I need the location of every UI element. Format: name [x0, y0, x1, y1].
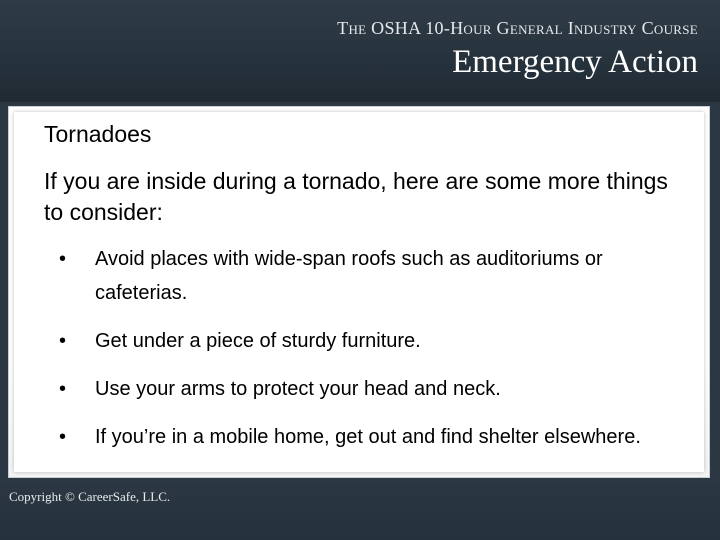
intro-text: If you are inside during a tornado, here are some more things to consider: [44, 168, 668, 225]
bullet-text: Get under a piece of sturdy furniture. [95, 330, 421, 352]
slide-footer [0, 478, 720, 540]
bullet-item [0, 324, 720, 358]
bullet-item [0, 372, 720, 406]
bullet-marker: • [59, 378, 67, 400]
bullet-marker: • [59, 248, 67, 270]
bullet-text: If you’re in a mobile home, get out and find shelter elsewhere. [95, 426, 641, 448]
bullet-text: Use your arms to protect your head and neck. [95, 378, 501, 400]
course-title: The OSHA 10-Hour General Industry Course [337, 18, 698, 38]
bullet-text: Avoid places with wide-span roofs such as auditoriums or cafeterias. [95, 248, 603, 304]
bullet-marker: • [59, 330, 67, 352]
slide-header [0, 0, 720, 102]
bullet-list [0, 242, 720, 468]
copyright-notice: Copyright © CareerSafe, LLC. [9, 489, 171, 504]
slide-heading: Tornadoes [44, 121, 152, 147]
bullet-item [0, 420, 720, 454]
bullet-item [0, 242, 720, 310]
bullet-marker: • [59, 426, 67, 448]
section-title: Emergency Action [452, 44, 698, 80]
